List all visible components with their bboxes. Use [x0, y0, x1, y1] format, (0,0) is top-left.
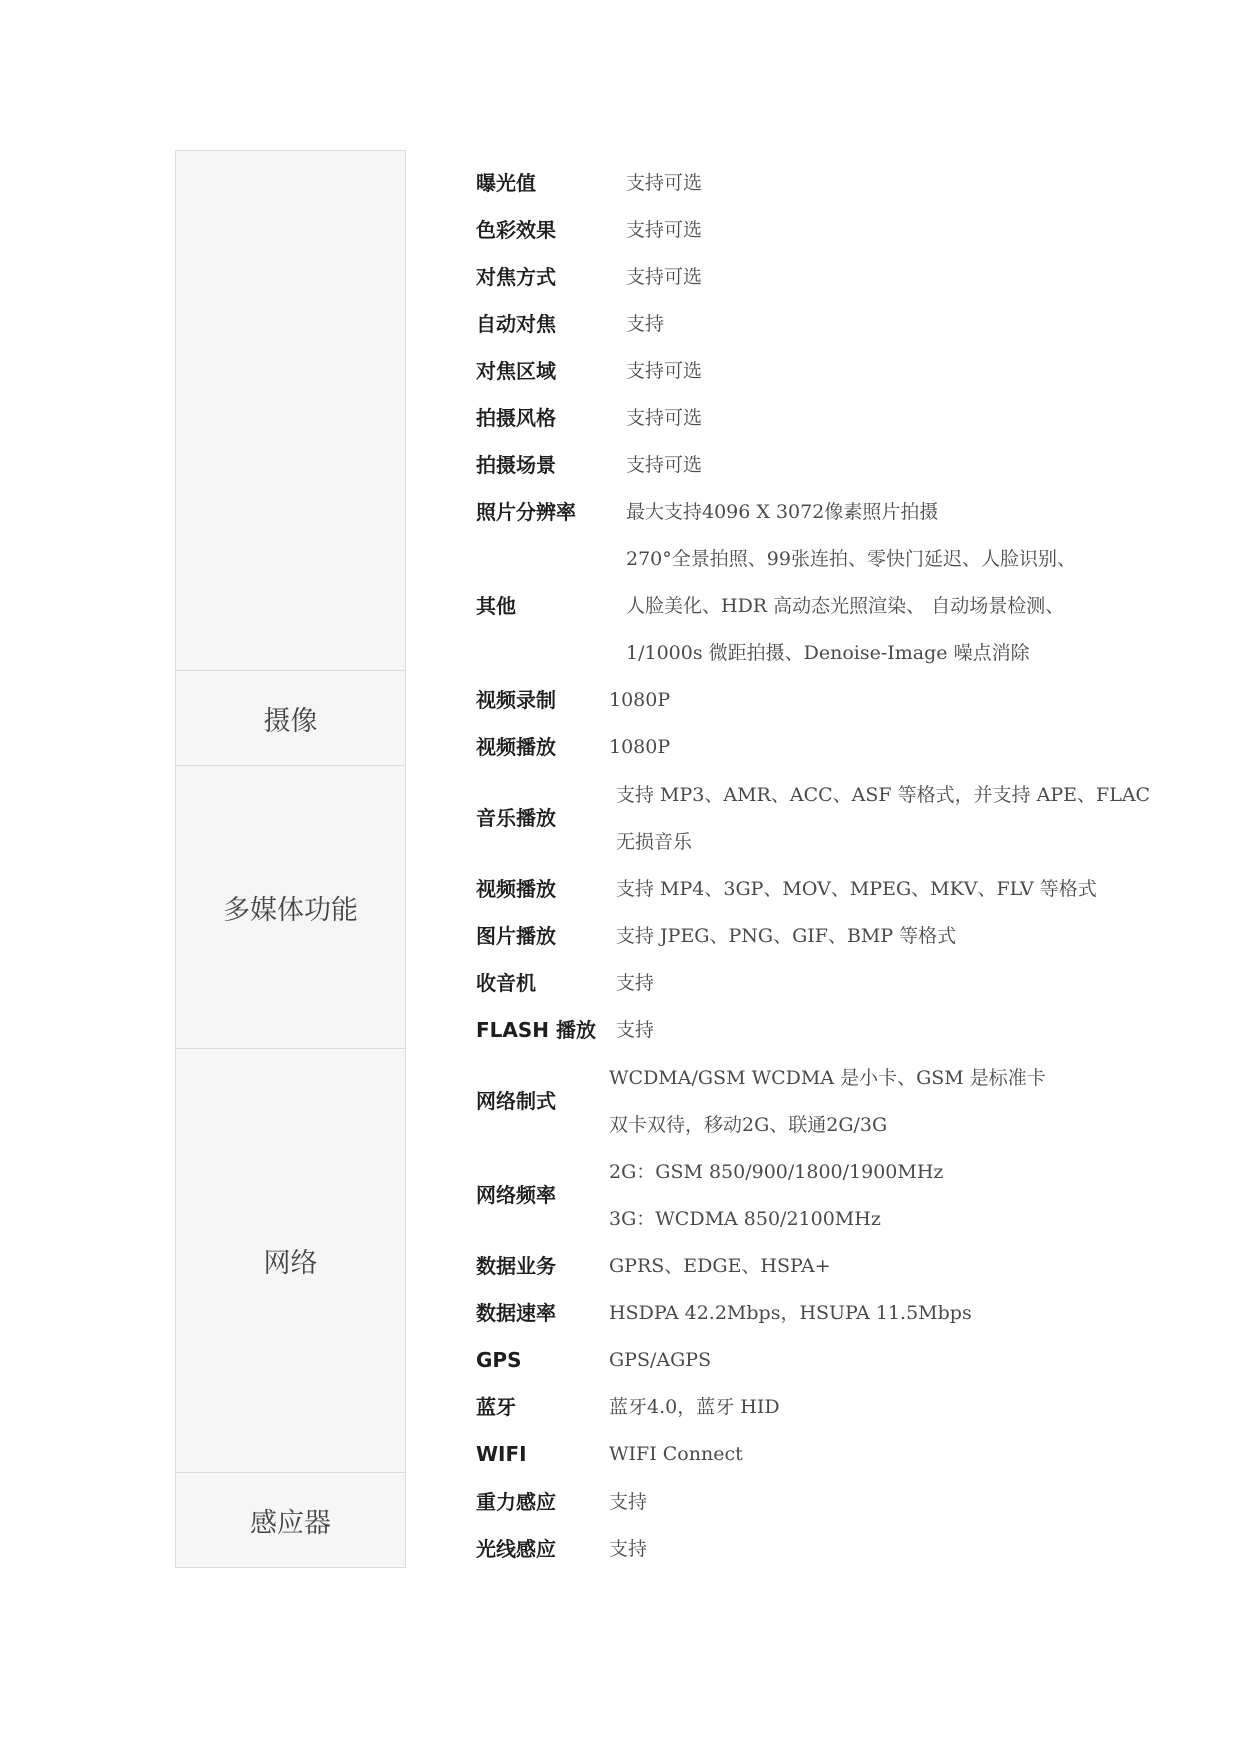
spec-value-line: WCDMA/GSM WCDMA 是小卡、GSM 是标准卡 [609, 1067, 1046, 1089]
spec-label: 视频播放 [476, 877, 556, 901]
spec-label: 其他 [476, 594, 516, 618]
spec-label: 蓝牙 [476, 1395, 516, 1419]
spec-value: 支持 [609, 1538, 648, 1560]
spec-value-line: 1/1000s 微距拍摄、Denoise-Image 噪点消除 [626, 642, 1030, 664]
spec-label: 数据业务 [476, 1254, 556, 1278]
spec-value-line: 2G：GSM 850/900/1800/1900MHz [609, 1161, 944, 1183]
spec-label: 数据速率 [476, 1301, 556, 1325]
spec-label: 对焦区域 [476, 359, 556, 383]
spec-value: 支持可选 [626, 172, 703, 194]
spec-value: 支持 [626, 313, 665, 335]
spec-label: 网络制式 [476, 1089, 556, 1113]
spec-value: 支持 [616, 1019, 655, 1041]
spec-label: 照片分辨率 [476, 500, 576, 524]
spec-label: 对焦方式 [476, 265, 556, 289]
spec-value: 支持可选 [626, 219, 703, 241]
spec-value-line: 270°全景拍照、99张连拍、零快门延迟、人脸识别、 [626, 548, 1076, 570]
spec-label: 拍摄风格 [476, 406, 556, 430]
spec-value: GPS/AGPS [609, 1349, 712, 1371]
spec-label: 色彩效果 [476, 218, 556, 242]
spec-value: 支持 MP4、3GP、MOV、MPEG、MKV、FLV 等格式 [616, 878, 1097, 900]
spec-value: 支持 [609, 1491, 648, 1513]
spec-value: WIFI Connect [609, 1443, 743, 1465]
spec-label: GPS [476, 1348, 522, 1372]
spec-value: 1080P [609, 736, 671, 758]
spec-label: 拍摄场景 [476, 453, 556, 477]
spec-label: WIFI [476, 1442, 527, 1466]
spec-value: 支持可选 [626, 266, 703, 288]
spec-value: 1080P [609, 689, 671, 711]
spec-value: 蓝牙4.0，蓝牙 HID [609, 1396, 780, 1418]
spec-label: 视频播放 [476, 735, 556, 759]
spec-value: GPRS、EDGE、HSPA+ [609, 1255, 831, 1277]
category-label-network: 网络 [263, 1248, 318, 1279]
category-label-camcorder: 摄像 [263, 705, 318, 737]
spec-value-line: 3G：WCDMA 850/2100MHz [609, 1208, 881, 1230]
category-label-sensors: 感应器 [250, 1507, 331, 1539]
spec-label: FLASH 播放 [476, 1018, 596, 1042]
spec-value: 支持可选 [626, 360, 703, 382]
spec-value: 支持可选 [626, 407, 703, 429]
spec-label: 收音机 [476, 971, 536, 995]
spec-value-line: 支持 MP3、AMR、ACC、ASF 等格式，并支持 APE、FLAC [616, 784, 1151, 806]
spec-label: 网络频率 [476, 1183, 556, 1207]
spec-label: 图片播放 [476, 924, 556, 948]
spec-label: 音乐播放 [476, 806, 556, 830]
spec-value: 最大支持4096 X 3072像素照片拍摄 [626, 501, 939, 523]
spec-label: 自动对焦 [476, 312, 556, 336]
spec-value-line: 人脸美化、HDR 高动态光照渲染、 自动场景检测、 [626, 595, 1065, 617]
spec-label: 视频录制 [476, 688, 556, 712]
spec-label: 重力感应 [476, 1490, 556, 1514]
spec-value-line: 双卡双待，移动2G、联通2G/3G [609, 1114, 888, 1136]
category-label-multimedia: 多媒体功能 [223, 894, 358, 926]
spec-value-line: 无损音乐 [616, 831, 693, 853]
spec-value: 支持可选 [626, 454, 703, 476]
spec-label: 光线感应 [476, 1537, 556, 1561]
spec-value: 支持 JPEG、PNG、GIF、BMP 等格式 [616, 925, 957, 947]
spec-label: 曝光值 [476, 171, 536, 195]
spec-value: HSDPA 42.2Mbps，HSUPA 11.5Mbps [609, 1302, 972, 1324]
spec-value: 支持 [616, 972, 655, 994]
